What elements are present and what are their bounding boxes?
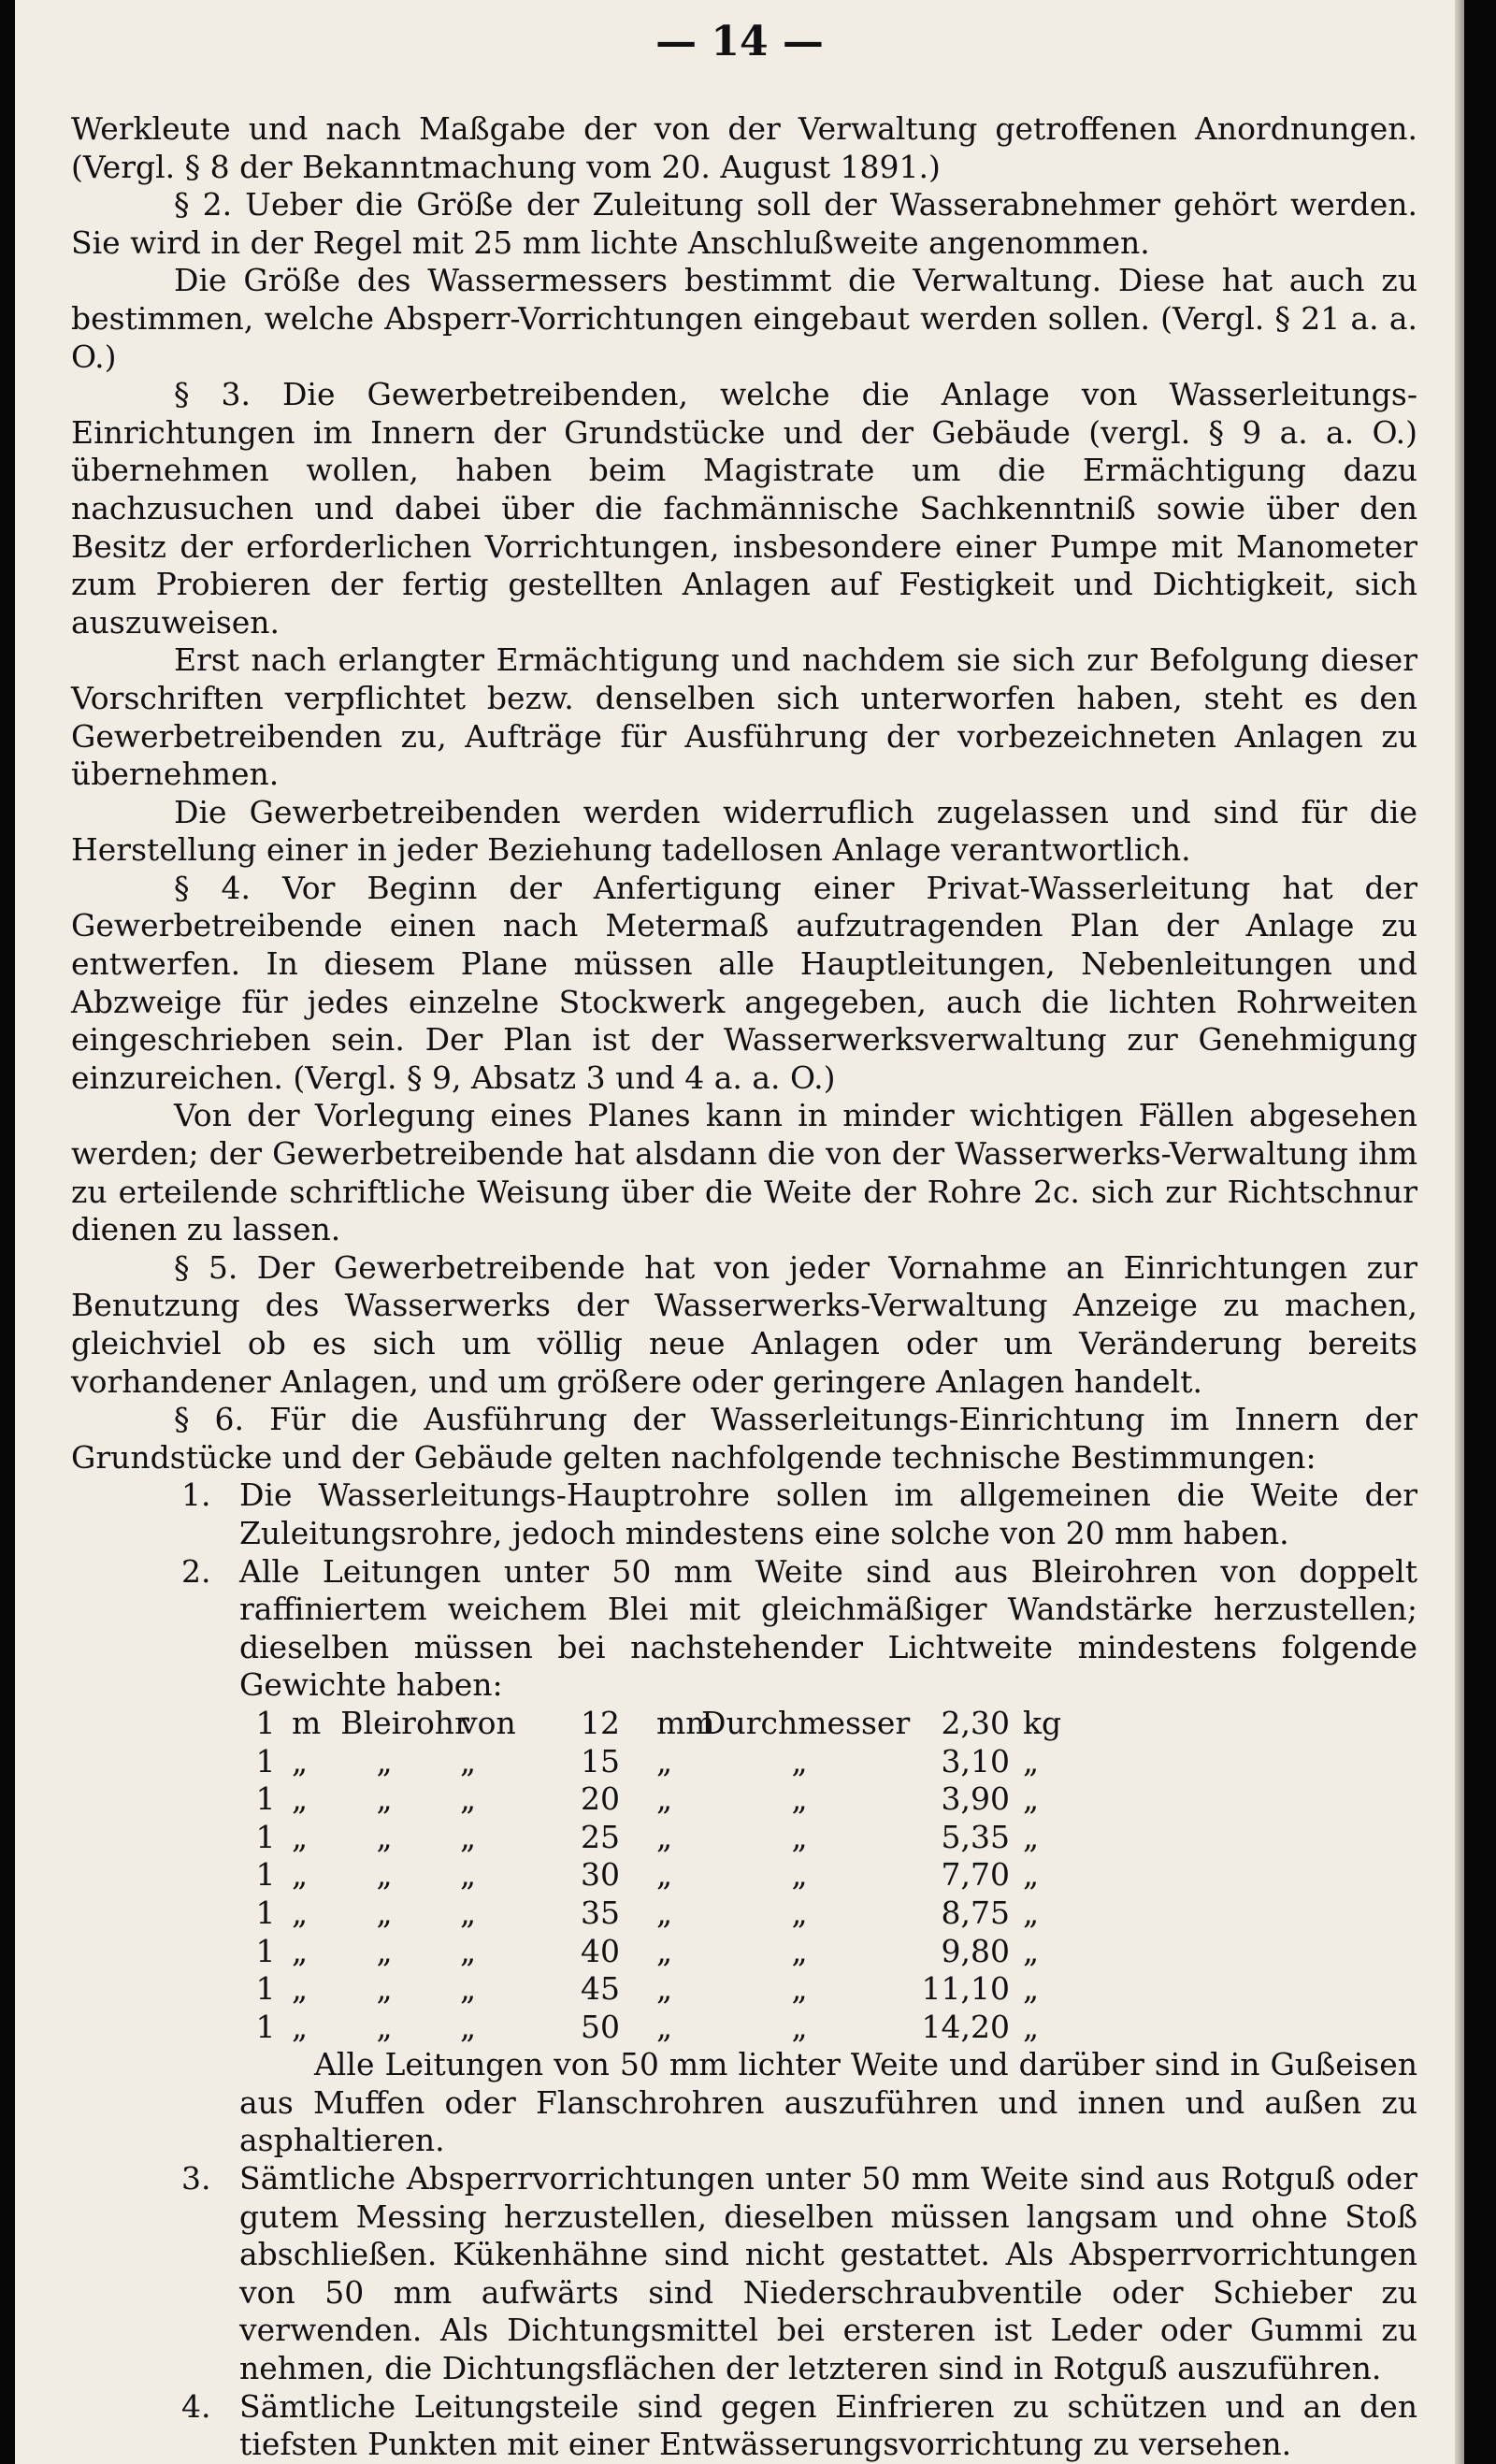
table-cell-material: Bleirohr	[340, 1704, 469, 1741]
table-cell-item	[292, 2009, 432, 2047]
table-cell-material: „	[376, 1780, 393, 1818]
list-item-text: Sämtliche Absperrvorrichtungen unter 50 mm Weite sind aus Rotguß oder gutem Messing herzustellen, dieselben müssen langsam und ohne Stoß abschließen. Kükenhähne sind nicht gestattet. Als Absperrvorrichtungen von 50 mm aufwärts sind Niederschraubventile oder Schieber zu verwenden. Als Dichtungsmittel bei ersteren ist Leder oder Gummi zu nehmen, die Dichtungsflächen der letzteren sind in Rotguß auszuführen.	[239, 2160, 1417, 2387]
table-cell-item	[292, 1933, 432, 1971]
table-cell-mm: „	[656, 1856, 673, 1894]
table-cell-diameter: 45	[581, 1970, 620, 2008]
table-cell-unit: „	[292, 1932, 309, 1969]
table-cell-von: „	[460, 1856, 477, 1894]
table-cell-mm: „	[656, 1894, 673, 1931]
table-cell-item	[292, 1780, 432, 1819]
table-cell-label: „	[791, 1818, 808, 1855]
table-cell-qty: 1	[255, 1894, 276, 1931]
paragraph: Die Größe des Wassermessers bestimmt die Verwaltung. Diese hat auch zu bestimmen, welche Absperr-Vorrichtungen eingebaut werden sollen. (Vergl. § 21 a. a. O.)	[71, 262, 1417, 375]
table-cell-von: von	[460, 1704, 516, 1741]
table-row	[239, 1933, 1417, 1971]
table-cell-diameter: 40	[581, 1932, 620, 1969]
list-item-number: 2.	[181, 1552, 211, 1590]
table-cell-diameter: 25	[581, 1818, 620, 1855]
paragraph: Werkleute und nach Maßgabe der von der Verwaltung getroffenen Anordnungen. (Vergl. § 8 der Bekanntmachung vom 20. August 1891.)	[71, 110, 1417, 185]
table-cell-weight: 3,10	[941, 1742, 1010, 1780]
table-continuation-text: Alle Leitungen von 50 mm lichter Weite und darüber sind in Gußeisen aus Muffen oder Flanschrohren auszuführen und innen und außen zu asphaltieren.	[239, 2046, 1417, 2159]
table-cell-mm: „	[656, 1932, 673, 1969]
table-cell-item	[292, 1819, 432, 1857]
table-cell-diameter: 35	[581, 1894, 620, 1931]
table-cell-material: „	[376, 1932, 393, 1969]
table-cell-qty: 1	[255, 1742, 276, 1780]
table-cell-unit: „	[292, 1894, 309, 1931]
table-cell-diameter: 30	[581, 1856, 620, 1894]
paragraph-section-6: § 6. Für die Ausführung der Wasserleitungs-Einrichtung im Innern der Grundstücke und der Gebäude gelten nachfolgende technische Bestimmungen:	[71, 1401, 1417, 1476]
table-cell-mm: „	[656, 1780, 673, 1818]
table-cell-unit: „	[292, 2008, 309, 2045]
table-cell-kg: „	[1023, 1780, 1040, 1818]
page-edge-shadow	[1455, 0, 1464, 2464]
table-cell-von: „	[460, 1970, 477, 2008]
table-cell-diameter: 12	[581, 1704, 620, 1741]
table-cell-mm: „	[656, 2008, 673, 2045]
table-cell-kg: „	[1023, 1970, 1040, 2008]
paragraph-section-3: § 3. Die Gewerbetreibenden, welche die Anlage von Wasserleitungs-Einrichtungen im Innern der Grundstücke und der Gebäude (vergl. § 9 a. a. O.) übernehmen wollen, haben beim Magistrate um die Ermächtigung dazu nachzusuchen und dabei über die fachmännische Sachkenntniß sowie über den Besitz der erforderlichen Vorrichtungen, insbesondere einer Pumpe mit Manometer zum Probieren der fertig gestellten Anlagen auf Festigkeit und Dichtigkeit, sich auszuweisen.	[71, 376, 1417, 641]
table-cell-unit: „	[292, 1742, 309, 1780]
table-cell-von: „	[460, 1742, 477, 1780]
paragraph: Die Gewerbetreibenden werden widerruflich zugelassen und sind für die Herstellung einer in jeder Beziehung tadellosen Anlage verantwortlich.	[71, 793, 1417, 869]
table-cell-weight: 14,20	[921, 2008, 1010, 2045]
table-cell-unit: „	[292, 1856, 309, 1894]
table-cell-item	[292, 1743, 432, 1781]
list-item-text: Sämtliche Leitungsteile sind gegen Einfrieren zu schützen und an den tiefsten Punkten mit einer Entwässerungsvorrichtung zu versehen.	[239, 2387, 1417, 2463]
table-cell-unit: „	[292, 1780, 309, 1818]
table-cell-qty: 1	[255, 1932, 276, 1969]
table-row	[239, 1819, 1417, 1857]
table-cell-weight: 3,90	[941, 1780, 1010, 1818]
table-cell-qty: 1	[255, 1818, 276, 1855]
table-cell-material: „	[376, 1818, 393, 1855]
table-cell-weight: 9,80	[941, 1932, 1010, 1969]
table-cell-label: „	[791, 1970, 808, 2008]
table-row	[239, 1705, 1417, 1743]
paragraph: Von der Vorlegung eines Planes kann in minder wichtigen Fällen abgesehen werden; der Gewerbetreibende hat alsdann die von der Wasserwerks-Verwaltung ihm zu erteilende schriftliche Weisung über die Weite der Rohre 2c. sich zur Richtschnur dienen zu lassen.	[71, 1097, 1417, 1248]
list-item-text: Alle Leitungen unter 50 mm Weite sind aus Bleirohren von doppelt raffiniertem weichem Blei mit gleichmäßiger Wandstärke herzustellen; dieselben müssen bei nachstehender Lichtweite mindestens folgende Gewichte haben:	[239, 1552, 1417, 1704]
table-cell-label: Durchmesser	[701, 1704, 911, 1741]
table-cell-kg: „	[1023, 1742, 1040, 1780]
list-item	[71, 2160, 1417, 2388]
table-cell-qty: 1	[255, 2008, 276, 2045]
table-cell-unit: „	[292, 1818, 309, 1855]
table-cell-kg: „	[1023, 1894, 1040, 1931]
table-cell-von: „	[460, 1818, 477, 1855]
table-cell-qty: 1	[255, 1704, 276, 1741]
table-cell-material: „	[376, 1856, 393, 1894]
table-cell-label: „	[791, 1932, 808, 1969]
table-cell-diameter: 20	[581, 1780, 620, 1818]
list-item	[71, 1477, 1417, 1552]
table-cell-diameter: 15	[581, 1742, 620, 1780]
list-item-text: Die Wasserleitungs-Hauptrohre sollen im allgemeinen die Weite der Zuleitungsrohre, jedoch mindestens eine solche von 20 mm haben.	[239, 1477, 1417, 1551]
table-cell-material: „	[376, 2008, 393, 2045]
table-cell-material: „	[376, 1970, 393, 2008]
table-cell-weight: 8,75	[941, 1894, 1010, 1931]
table-cell-kg: „	[1023, 1932, 1040, 1969]
table-row	[239, 1856, 1417, 1895]
lead-pipe-weight-table	[239, 1705, 1417, 2046]
table-cell-qty: 1	[255, 1970, 276, 2008]
list-item	[71, 1553, 1417, 1705]
list-item-number: 4.	[181, 2387, 211, 2425]
table-cell-weight: 7,70	[941, 1856, 1010, 1894]
page-number: — 14 —	[655, 18, 824, 65]
table-cell-material: „	[376, 1742, 393, 1780]
table-cell-kg: „	[1023, 1818, 1040, 1855]
document-page	[15, 0, 1464, 2464]
table-cell-qty: 1	[255, 1856, 276, 1894]
table-cell-label: „	[791, 1742, 808, 1780]
table-row	[239, 1743, 1417, 1781]
table-cell-mm: „	[656, 1970, 673, 2008]
table-cell-von: „	[460, 2008, 477, 2045]
table-cell-qty: 1	[255, 1780, 276, 1818]
table-cell-weight: 2,30	[941, 1704, 1010, 1741]
paragraph-section-2: § 2. Ueber die Größe der Zuleitung soll der Wasserabnehmer gehört werden. Sie wird in der Regel mit 25 mm lichte Anschlußweite angenommen.	[71, 186, 1417, 261]
table-cell-label: „	[791, 2008, 808, 2045]
table-row	[239, 1895, 1417, 1933]
table-cell-mm: mm	[656, 1704, 715, 1741]
table-cell-unit: m	[292, 1704, 322, 1741]
table-cell-label: „	[791, 1894, 808, 1931]
table-cell-von: „	[460, 1780, 477, 1818]
page-body	[71, 110, 1417, 2464]
table-cell-mm: „	[656, 1742, 673, 1780]
technical-provisions-list	[71, 1477, 1417, 2463]
table-cell-label: „	[791, 1856, 808, 1894]
table-row	[239, 1780, 1417, 1819]
table-row	[239, 2009, 1417, 2047]
table-cell-item	[292, 1895, 432, 1933]
table-cell-material: „	[376, 1894, 393, 1931]
table-cell-kg: „	[1023, 2008, 1040, 2045]
table-cell-weight: 5,35	[941, 1818, 1010, 1855]
list-item-number: 1.	[181, 1477, 211, 1514]
table-cell-diameter: 50	[581, 2008, 620, 2045]
table-cell-kg: kg	[1023, 1704, 1062, 1741]
list-item-number: 3.	[181, 2160, 211, 2197]
table-cell-von: „	[460, 1894, 477, 1931]
paragraph: Erst nach erlangter Ermächtigung und nachdem sie sich zur Befolgung dieser Vorschriften verpflichtet bezw. denselben sich unterworfen haben, steht es den Gewerbetreibenden zu, Aufträge für Ausführung der vorbezeichneten Anlagen zu übernehmen.	[71, 641, 1417, 793]
table-cell-unit: „	[292, 1970, 309, 2008]
paragraph-section-5: § 5. Der Gewerbetreibende hat von jeder Vornahme an Einrichtungen zur Benutzung des Wasserwerks der Wasserwerks-Verwaltung Anzeige zu machen, gleichviel ob es sich um völlig neue Anlagen oder um Veränderung bereits vorhandener Anlagen, und um größere oder geringere Anlagen handelt.	[71, 1248, 1417, 1400]
table-cell-label: „	[791, 1780, 808, 1818]
paragraph-section-4: § 4. Vor Beginn der Anfertigung einer Privat-Wasserleitung hat der Gewerbetreibende einen nach Metermaß aufzutragenden Plan der Anlage zu entwerfen. In diesem Plane müssen alle Hauptleitungen, Nebenleitungen und Abzweige für jedes einzelne Stockwerk angegeben, auch die lichten Rohrweiten eingeschrieben sein. Der Plan ist der Wasserwerksverwaltung zur Genehmigung einzureichen. (Vergl. § 9, Absatz 3 und 4 a. a. O.)	[71, 869, 1417, 1096]
table-cell-mm: „	[656, 1818, 673, 1855]
table-cell-von: „	[460, 1932, 477, 1969]
table-cell-item	[292, 1970, 432, 2009]
table-cell-item	[292, 1704, 469, 1743]
table-cell-weight: 11,10	[921, 1970, 1010, 2008]
table-row	[239, 1970, 1417, 2009]
table-cell-kg: „	[1023, 1856, 1040, 1894]
table-cell-item	[292, 1856, 432, 1895]
list-item	[71, 2388, 1417, 2464]
